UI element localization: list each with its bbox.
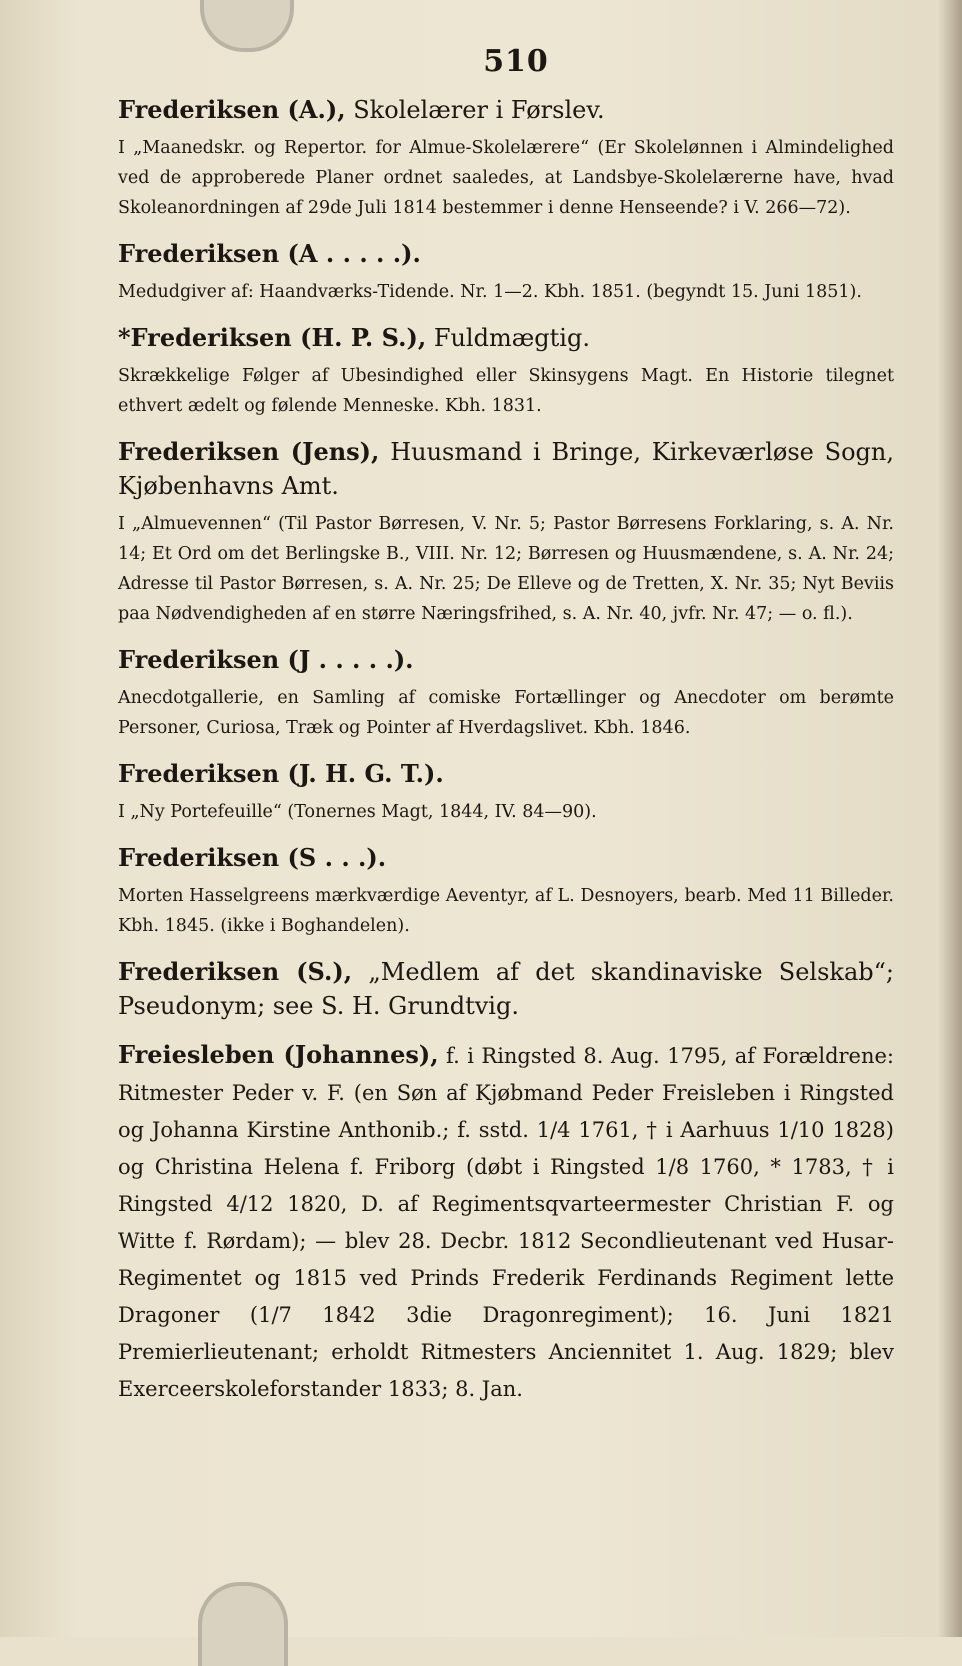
entry-name: Frederiksen (J . . . . .). [118,645,414,674]
entry [118,643,894,743]
entry-heading [118,955,894,1023]
entry-text: I „Almuevennen“ (Til Pastor Børresen, V. Nr. 5; Pastor Børresens Forklaring, s. A. Nr. 14; Et Ord om det Berlingske B., VIII. Nr. 12; Børresen og Huusmændene, s. A. Nr. 24; Adresse til Pastor Børresen, s. A. Nr. 25; De Elleve og de Tretten, X. Nr. 35; Nyt Beviis paa Nødvendigheden af en større Næringsfrihed, s. A. Nr. 40, jvfr. Nr. 47; — o. fl.). [118,514,894,624]
entry-description: Huusmand i Bringe, Kirkeværløse Sogn, Kjøbenhavns Amt. [118,438,894,500]
entry-text: I „Ny Portefeuille“ (Tonernes Magt, 1844, IV. 84—90). [118,802,597,822]
entry-text: f. i Ringsted 8. Aug. 1795, af Forældrene: Ritmester Peder v. F. (en Søn af Kjøbmand Peder Freisleben i Ringsted og Johanna Kirstine Anthonib.; f. sstd. 1/4 1761, † i Aarhuus 1/10 1828) og Christina Helena f. Friborg (døbt i Ringsted 1/8 1760, * 1783, † i Ringsted 4/12 1820, D. af Regimentsqvarteermester Christian F. og Witte f. Rørdam); — blev 28. Decbr. 1812 Secondlieutenant ved Husar-Regimentet og 1815 ved Prinds Frederik Ferdinands Regiment lette Dragoner (1/7 1842 3die Dragonregiment); 16. Juni 1821 Premierlieutenant; erholdt Ritmesters Anciennitet 1. Aug. 1829; blev Exerceerskoleforstander 1833; 8. Jan. [118,1044,895,1401]
entry-name: *Frederiksen (H. P. S.), [118,323,427,352]
entry-text: Skrækkelige Følger af Ubesindighed eller Skinsygens Magt. En Historie tilegnet ethvert ædelt og følende Menneske. Kbh. 1831. [118,366,894,416]
spine-shadow [938,0,962,1637]
entry-name: Frederiksen (J. H. G. T.). [118,759,444,788]
entry-heading [118,93,894,127]
page-content [118,36,894,1422]
binding-tab-bottom [198,1582,288,1666]
entry [118,955,894,1023]
entry-description: „Medlem af det skandinaviske Selskab“; Pseudonym; see S. H. Grundtvig. [118,958,894,1020]
entry-heading [118,643,894,677]
entry-heading [118,757,894,791]
entry-name: Frederiksen (A.), [118,95,346,124]
page-number: 510 [483,44,549,79]
entry-text: Anecdotgallerie, en Samling af comiske Fortællinger og Anecdoter om berømte Personer, Curiosa, Træk og Pointer af Hverdagslivet. Kbh. 1846. [118,688,894,738]
entry-description: Fuldmægtig. [426,324,590,352]
entry-freiesleben [118,1037,894,1408]
entry [118,237,894,307]
entry-name: Frederiksen (A . . . . .). [118,239,421,268]
entry [118,841,894,941]
entry-description: Skolelærer i Førslev. [345,96,605,124]
entry [118,435,894,629]
entry-text: Morten Hasselgreens mærkværdige Aeventyr, af L. Desnoyers, bearb. Med 11 Billeder. Kbh. 1845. (ikke i Boghandelen). [118,886,894,936]
entry-name: Freiesleben (Johannes), [118,1040,439,1069]
entry-paragraph [118,1037,894,1408]
entry-name: Frederiksen (Jens), [118,437,380,466]
entry-name: Frederiksen (S . . .). [118,843,387,872]
entry-heading [118,435,894,503]
entry-name: Frederiksen (S.), [118,957,353,986]
entry [118,93,894,223]
entry [118,321,894,421]
entry-heading [118,237,894,271]
entry [118,757,894,827]
entry-heading [118,841,894,875]
entry-text: I „Maanedskr. og Repertor. for Almue-Skolelærere“ (Er Skolelønnen i Almindelighed ved de approberede Planer ordnet saaledes, at Landsbye-Skolelærerne have, hvad Skoleanordningen af 29de Juli 1814 bestemmer i denne Henseende? i V. 266—72). [118,138,894,218]
entry-heading [118,321,894,355]
entry-text: Medudgiver af: Haandværks-Tidende. Nr. 1—2. Kbh. 1851. (begyndt 15. Juni 1851). [118,282,862,302]
